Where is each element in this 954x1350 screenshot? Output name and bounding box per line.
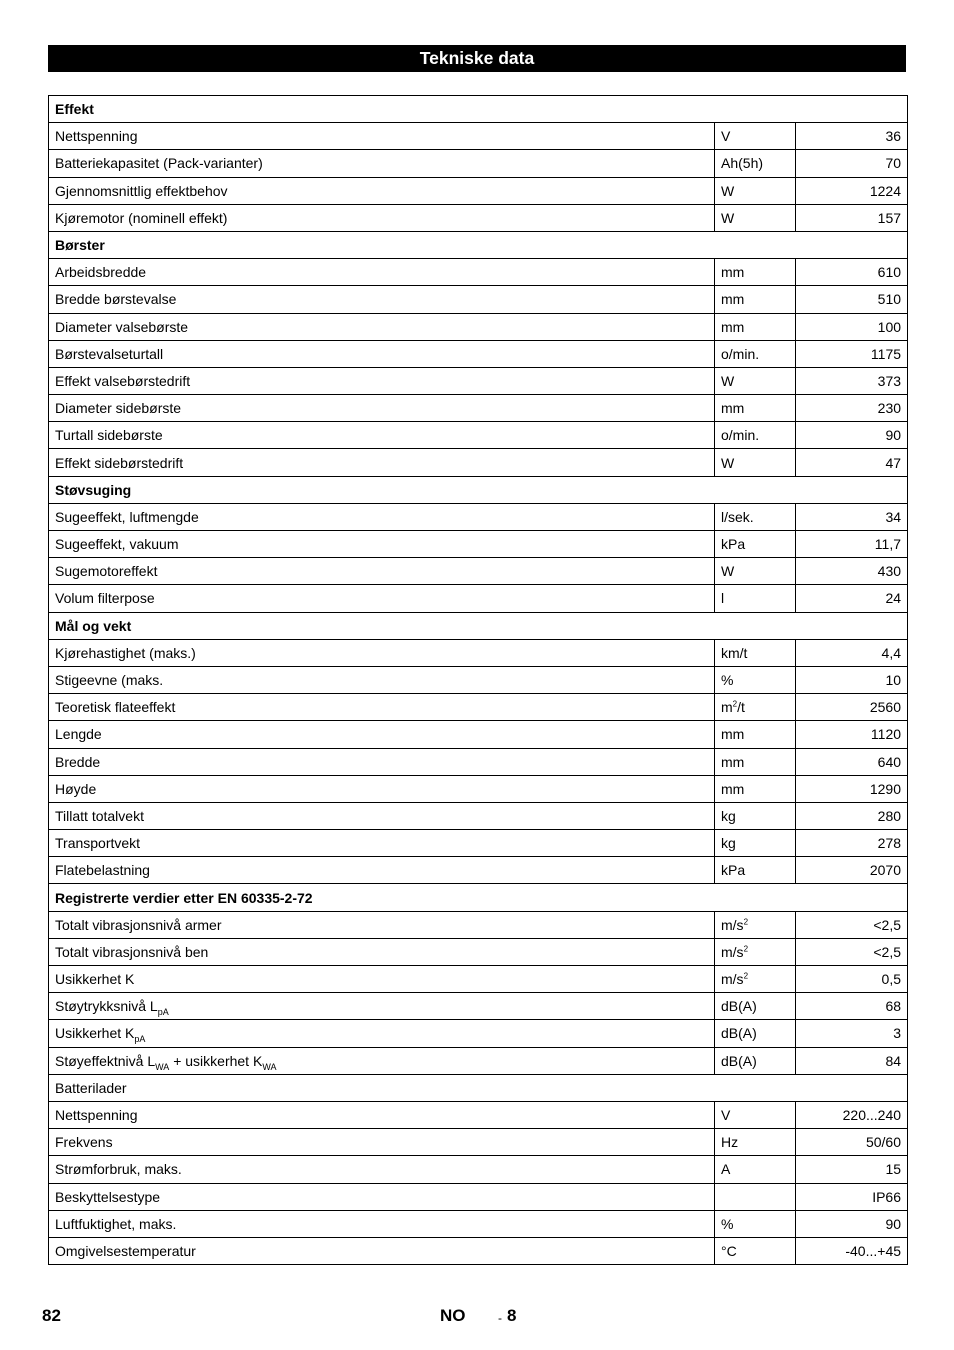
table-row: [49, 367, 908, 394]
table-row: [49, 340, 908, 367]
row-unit-cell: [715, 340, 796, 367]
row-unit: dB(A): [721, 1025, 757, 1042]
row-label-cell: [49, 1020, 715, 1047]
row-label-cell: [49, 422, 715, 449]
row-label-cell: [49, 993, 715, 1020]
table-row: [49, 938, 908, 965]
table-row: [49, 503, 908, 530]
row-label-cell: [49, 123, 715, 150]
label-subscript: WA: [155, 1061, 170, 1072]
row-label: Sugeeffekt, vakuum: [55, 536, 179, 553]
row-label-cell: [49, 1101, 715, 1128]
row-value: IP66: [796, 1183, 908, 1210]
row-value: -40...+45: [796, 1237, 908, 1264]
row-unit: m/s: [721, 943, 744, 960]
row-unit: kPa: [721, 862, 746, 879]
row-unit-cell: [715, 966, 796, 993]
section-heading: Børster: [49, 231, 908, 258]
label-subscript: WA: [262, 1061, 277, 1072]
row-label: Beskyttelsestype: [55, 1188, 161, 1205]
row-label: Høyde: [55, 780, 97, 797]
row-label-cell: [49, 1237, 715, 1264]
section-header-row: [49, 231, 908, 258]
row-label: Volum filterpose: [55, 590, 155, 607]
row-label: Teoretisk flateeffekt: [55, 699, 176, 716]
row-label-cell: [49, 911, 715, 938]
row-label-cell: [49, 721, 715, 748]
section-header-row: [49, 96, 908, 123]
row-label-cell: [49, 966, 715, 993]
row-unit: W: [721, 182, 735, 199]
row-label-cell: [49, 503, 715, 530]
row-unit: mm: [721, 726, 745, 743]
table-row: [49, 204, 908, 231]
row-label-cell: [49, 204, 715, 231]
row-unit: l/sek.: [721, 508, 754, 525]
row-label-cell: [49, 1183, 715, 1210]
table-row: [49, 802, 908, 829]
page-title: Tekniske data: [48, 45, 906, 72]
row-label: Lengde: [55, 726, 102, 743]
row-unit: Ah(5h): [721, 155, 764, 172]
table-row: [49, 313, 908, 340]
row-value: 15: [796, 1156, 908, 1183]
unit-superscript: 2: [743, 944, 749, 954]
table-row: [49, 422, 908, 449]
table-row: [49, 639, 908, 666]
row-unit-cell: [715, 558, 796, 585]
row-value: 84: [796, 1047, 908, 1074]
table-row: [49, 775, 908, 802]
row-unit: o/min.: [721, 345, 760, 362]
row-label: Kjørehastighet (maks.): [55, 644, 196, 661]
unit-superscript: 2: [743, 917, 749, 927]
row-label: Sugeeffekt, luftmengde: [55, 508, 199, 525]
row-label: Nettspenning: [55, 1107, 138, 1124]
row-value: 11,7: [796, 531, 908, 558]
row-unit-cell: [715, 367, 796, 394]
row-value: 373: [796, 367, 908, 394]
row-label: Støytrykksnivå L: [55, 998, 158, 1015]
table-row: [49, 721, 908, 748]
row-value: 157: [796, 204, 908, 231]
row-label: Omgivelsestemperatur: [55, 1242, 196, 1259]
row-label: Diameter sidebørste: [55, 400, 182, 417]
row-label: Nettspenning: [55, 128, 138, 145]
section-heading: Mål og vekt: [49, 612, 908, 639]
row-unit: A: [721, 1161, 731, 1178]
row-label-cell: [49, 150, 715, 177]
row-label: Flatebelastning: [55, 862, 150, 879]
row-unit-cell: [715, 585, 796, 612]
row-unit-cell: [715, 449, 796, 476]
row-unit-cell: [715, 938, 796, 965]
table-row: [49, 857, 908, 884]
row-value: 0,5: [796, 966, 908, 993]
section-heading: Registrerte verdier etter EN 60335-2-72: [49, 884, 908, 911]
row-label: Effekt sidebørstedrift: [55, 454, 184, 471]
section-heading: Støvsuging: [49, 476, 908, 503]
row-unit-cell: [715, 911, 796, 938]
row-unit-cell: [715, 748, 796, 775]
row-value: 50/60: [796, 1129, 908, 1156]
row-unit-cell: [715, 1129, 796, 1156]
table-row: [49, 666, 908, 693]
technical-data-table: [48, 95, 908, 1265]
table-row: [49, 1183, 908, 1210]
row-label-cell: [49, 694, 715, 721]
row-value: 70: [796, 150, 908, 177]
row-unit: kPa: [721, 536, 746, 553]
row-unit-cell: [715, 993, 796, 1020]
row-label: Støyeffektnivå L: [55, 1052, 156, 1069]
row-unit-cell: [715, 422, 796, 449]
table-row: [49, 1101, 908, 1128]
row-value: 2560: [796, 694, 908, 721]
label-subscript: pA: [134, 1034, 146, 1045]
row-label-cell: [49, 830, 715, 857]
row-label-cell: [49, 367, 715, 394]
row-unit: W: [721, 372, 735, 389]
row-unit-cell: [715, 694, 796, 721]
row-value: 280: [796, 802, 908, 829]
table-row: [49, 177, 908, 204]
row-value: 10: [796, 666, 908, 693]
row-label: Børstevalseturtall: [55, 345, 164, 362]
row-unit-cell: [715, 150, 796, 177]
row-unit-cell: [715, 204, 796, 231]
row-unit: mm: [721, 264, 745, 281]
section-header-row: [49, 612, 908, 639]
row-value: 1224: [796, 177, 908, 204]
table-row: [49, 123, 908, 150]
row-value: <2,5: [796, 938, 908, 965]
row-value: 3: [796, 1020, 908, 1047]
row-unit-cell: [715, 1047, 796, 1074]
row-unit: o/min.: [721, 427, 760, 444]
row-value: 2070: [796, 857, 908, 884]
row-label-cell: [49, 395, 715, 422]
row-label: Strømforbruk, maks.: [55, 1161, 182, 1178]
table-row: [49, 1020, 908, 1047]
row-label-cell: [49, 340, 715, 367]
row-unit-cell: [715, 177, 796, 204]
row-value: 510: [796, 286, 908, 313]
row-label: Batteriekapasitet (Pack-varianter): [55, 155, 263, 172]
row-value: 90: [796, 1210, 908, 1237]
row-unit: W: [721, 563, 735, 580]
row-label: Frekvens: [55, 1134, 113, 1151]
row-label: Tillatt totalvekt: [55, 807, 144, 824]
technical-data-body: [49, 96, 908, 1265]
row-unit: mm: [721, 753, 745, 770]
row-value: 90: [796, 422, 908, 449]
section-header-row: [49, 476, 908, 503]
page-number: 82: [42, 1306, 61, 1325]
table-row: [49, 150, 908, 177]
row-unit-cell: [715, 1183, 796, 1210]
table-row: [49, 286, 908, 313]
row-label-cell: [49, 748, 715, 775]
row-value: <2,5: [796, 911, 908, 938]
row-unit: W: [721, 454, 735, 471]
row-unit: mm: [721, 780, 745, 797]
row-value: 610: [796, 259, 908, 286]
section-header-row: [49, 1074, 908, 1101]
row-unit-cell: [715, 666, 796, 693]
row-value: 34: [796, 503, 908, 530]
unit-superscript: 2: [743, 971, 749, 981]
table-row: [49, 694, 908, 721]
row-unit: km/t: [721, 644, 748, 661]
row-label: Usikkerhet K: [55, 971, 135, 988]
row-unit-cell: [715, 123, 796, 150]
row-unit-cell: [715, 1210, 796, 1237]
row-value: 36: [796, 123, 908, 150]
row-unit-cell: [715, 313, 796, 340]
row-unit: %: [721, 1215, 734, 1232]
row-unit-cell: [715, 503, 796, 530]
row-unit: m/s: [721, 971, 744, 988]
row-unit: %: [721, 672, 734, 689]
footer-dash: -: [498, 1311, 502, 1325]
row-unit: W: [721, 209, 735, 226]
table-row: [49, 1210, 908, 1237]
row-label: Gjennomsnittlig effektbehov: [55, 182, 228, 199]
row-value: 230: [796, 395, 908, 422]
row-unit: m: [721, 699, 733, 716]
table-row: [49, 1156, 908, 1183]
table-row: [49, 748, 908, 775]
sub-page-number: 8: [507, 1306, 517, 1325]
row-unit: Hz: [721, 1134, 739, 1151]
row-unit: V: [721, 128, 731, 145]
row-unit: dB(A): [721, 998, 757, 1015]
language-code: NO: [440, 1306, 466, 1325]
table-row: [49, 395, 908, 422]
row-label-cell: [49, 531, 715, 558]
row-label-cell: [49, 1210, 715, 1237]
row-unit: kg: [721, 835, 736, 852]
row-label-cell: [49, 585, 715, 612]
section-header-row: [49, 884, 908, 911]
row-value: 47: [796, 449, 908, 476]
row-label-cell: [49, 449, 715, 476]
row-unit-cell: [715, 1101, 796, 1128]
row-unit-cell: [715, 639, 796, 666]
row-label: Arbeidsbredde: [55, 264, 147, 281]
row-unit-cell: [715, 531, 796, 558]
unit-superscript: 2: [732, 699, 738, 709]
row-unit: °C: [721, 1242, 737, 1259]
row-unit-cell: [715, 1020, 796, 1047]
row-unit-cell: [715, 1156, 796, 1183]
row-value: 24: [796, 585, 908, 612]
row-label-cell: [49, 1129, 715, 1156]
row-unit-cell: [715, 775, 796, 802]
row-label-cell: [49, 558, 715, 585]
table-row: [49, 449, 908, 476]
row-unit-cell: [715, 857, 796, 884]
row-label-cell: [49, 639, 715, 666]
table-row: [49, 911, 908, 938]
row-unit-cell: [715, 286, 796, 313]
row-value: 430: [796, 558, 908, 585]
row-label-cell: [49, 259, 715, 286]
row-unit-cell: [715, 721, 796, 748]
table-row: [49, 259, 908, 286]
row-label: Totalt vibrasjonsnivå armer: [55, 916, 222, 933]
row-value: 4,4: [796, 639, 908, 666]
row-value: 1175: [796, 340, 908, 367]
row-label-cell: [49, 313, 715, 340]
row-unit: mm: [721, 291, 745, 308]
table-row: [49, 966, 908, 993]
row-unit: dB(A): [721, 1052, 757, 1069]
row-unit-cell: [715, 830, 796, 857]
row-value: 1120: [796, 721, 908, 748]
row-unit: mm: [721, 318, 745, 335]
row-value: 1290: [796, 775, 908, 802]
row-label: Bredde børstevalse: [55, 291, 177, 308]
row-label: Turtall sidebørste: [55, 427, 163, 444]
table-row: [49, 1047, 908, 1074]
row-label: Usikkerhet K: [55, 1025, 135, 1042]
row-label-cell: [49, 1047, 715, 1074]
row-unit: l: [721, 590, 725, 607]
row-label: Luftfuktighet, maks.: [55, 1215, 177, 1232]
row-unit-cell: [715, 1237, 796, 1264]
row-label: Transportvekt: [55, 835, 141, 852]
row-unit-cell: [715, 802, 796, 829]
table-row: [49, 558, 908, 585]
row-label-cell: [49, 286, 715, 313]
row-unit-cell: [715, 395, 796, 422]
table-row: [49, 1237, 908, 1264]
row-unit-suffix: /t: [737, 699, 745, 716]
table-row: [49, 830, 908, 857]
row-label-cell: [49, 802, 715, 829]
row-value: 278: [796, 830, 908, 857]
row-label: Effekt valsebørstedrift: [55, 372, 191, 389]
row-unit: V: [721, 1107, 731, 1124]
row-unit: m/s: [721, 916, 744, 933]
row-label: Totalt vibrasjonsnivå ben: [55, 943, 209, 960]
row-unit: mm: [721, 400, 745, 417]
row-label-cell: [49, 857, 715, 884]
row-value: 220...240: [796, 1101, 908, 1128]
row-label: Sugemotoreffekt: [55, 563, 158, 580]
row-value: 68: [796, 993, 908, 1020]
row-unit: kg: [721, 807, 736, 824]
row-value: 100: [796, 313, 908, 340]
table-row: [49, 1129, 908, 1156]
row-label: Stigeevne (maks.: [55, 672, 164, 689]
table-row: [49, 531, 908, 558]
row-label: Bredde: [55, 753, 101, 770]
row-value: 640: [796, 748, 908, 775]
row-label: Diameter valsebørste: [55, 318, 189, 335]
row-label-cell: [49, 1156, 715, 1183]
section-heading: Effekt: [49, 96, 908, 123]
row-label-continued: + usikkerhet K: [169, 1052, 263, 1069]
row-unit-cell: [715, 259, 796, 286]
row-label-cell: [49, 177, 715, 204]
section-heading: Batterilader: [49, 1074, 908, 1101]
row-label-cell: [49, 938, 715, 965]
row-label-cell: [49, 775, 715, 802]
row-label: Kjøremotor (nominell effekt): [55, 209, 228, 226]
label-subscript: pA: [157, 1007, 169, 1018]
row-label-cell: [49, 666, 715, 693]
table-row: [49, 585, 908, 612]
table-row: [49, 993, 908, 1020]
